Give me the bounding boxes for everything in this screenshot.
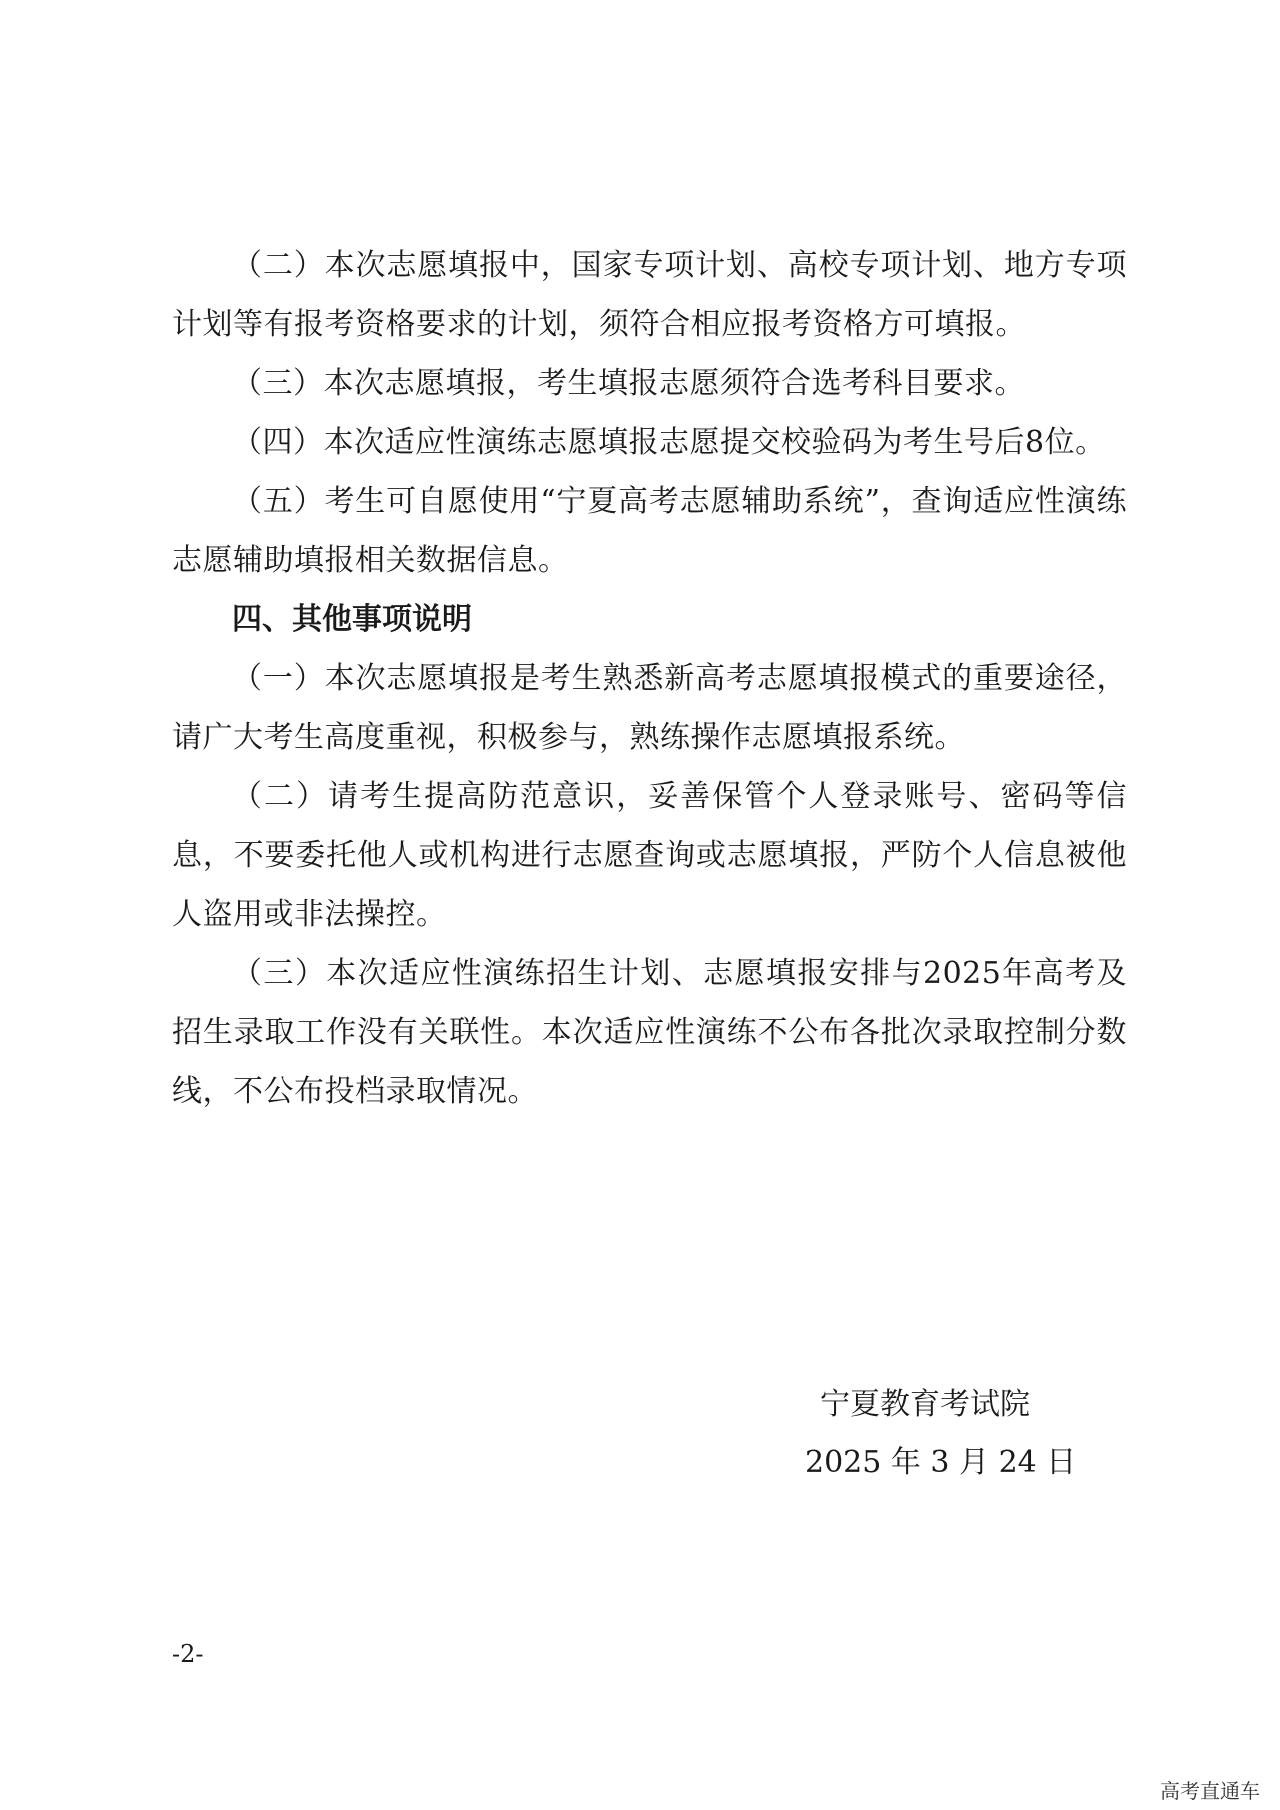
page-number: -2- bbox=[172, 1640, 204, 1668]
paragraph-item-3: （三）本次志愿填报，考生填报志愿须符合选考科目要求。 bbox=[232, 366, 1025, 401]
signature-block bbox=[790, 1376, 1090, 1492]
paragraph-other-2: （二）请考生提高防范意识，妥善保管个人登录账号、密码等信息，不要委托他人或机构进行志愿查询或志愿填报，严防个人信息被他人盗用或非法操控。 bbox=[172, 779, 1127, 932]
paragraph-other-1: （一）本次志愿填报是考生熟悉新高考志愿填报模式的重要途径，请广大考生高度重视，积极参与，熟练操作志愿填报系统。 bbox=[172, 661, 1127, 755]
signature-date: 2025 年 3 月 24 日 bbox=[805, 1445, 1077, 1480]
paragraph-other-3: （三）本次适应性演练招生计划、志愿填报安排与2025年高考及招生录取工作没有关联性。本次适应性演练不公布各批次录取控制分数线，不公布投档录取情况。 bbox=[172, 956, 1127, 1109]
paragraph-item-5: （五）考生可自愿使用“宁夏高考志愿辅助系统”，查询适应性演练志愿辅助填报相关数据信息。 bbox=[172, 484, 1127, 578]
watermark-text: 高考直通车 bbox=[1160, 1779, 1260, 1803]
signature-organization: 宁夏教育考试院 bbox=[820, 1387, 1030, 1422]
document-body bbox=[172, 236, 1127, 1121]
paragraph-item-4: （四）本次适应性演练志愿填报志愿提交校验码为考生号后8位。 bbox=[232, 425, 1106, 460]
section-heading: 四、其他事项说明 bbox=[232, 602, 472, 637]
paragraph-item-2: （二）本次志愿填报中，国家专项计划、高校专项计划、地方专项计划等有报考资格要求的计划，须符合相应报考资格方可填报。 bbox=[172, 248, 1127, 342]
